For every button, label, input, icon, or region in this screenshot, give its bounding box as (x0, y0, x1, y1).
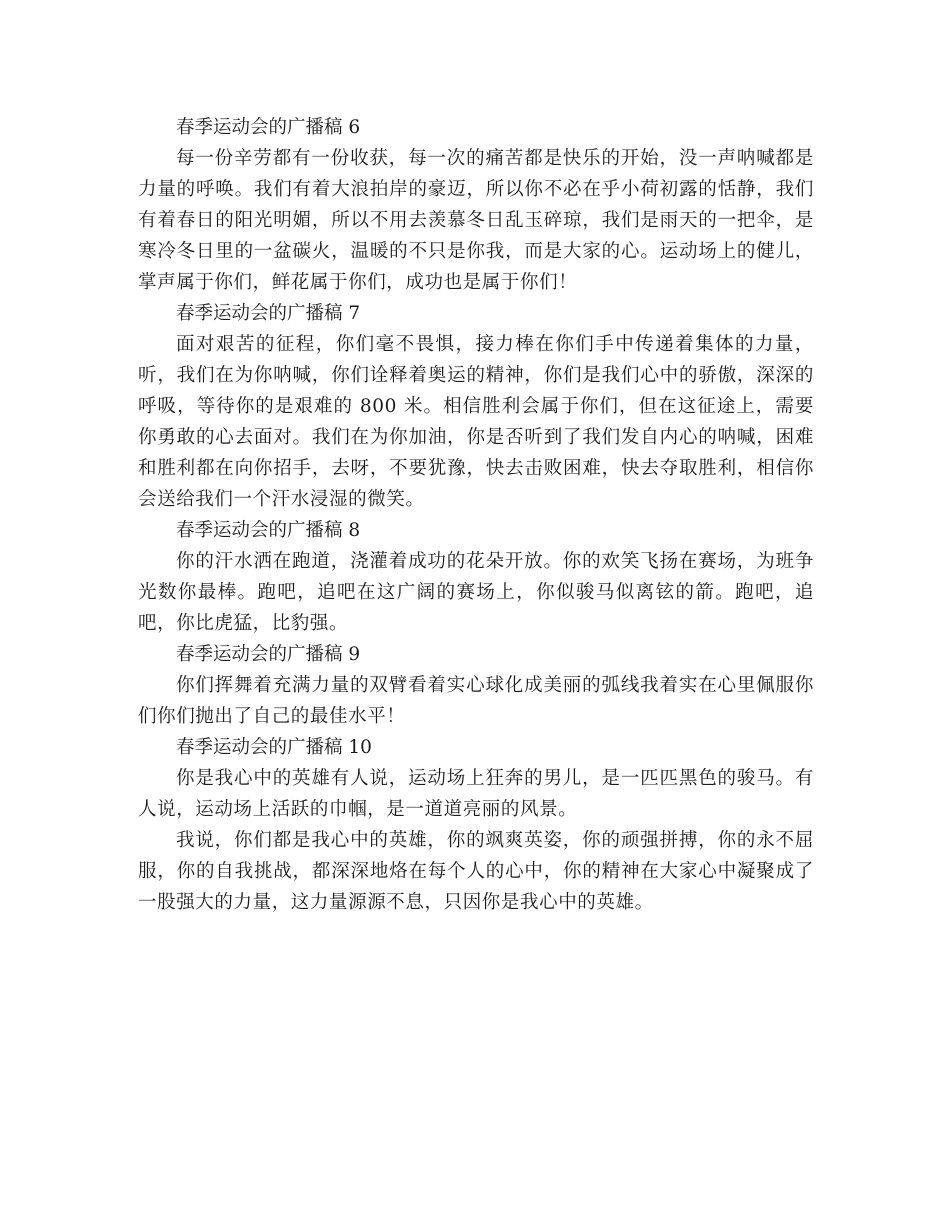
section-7 (138, 298, 814, 515)
section-6 (138, 112, 814, 298)
section-9 (138, 639, 814, 732)
document-body (138, 112, 814, 918)
section-8 (138, 515, 814, 639)
section-heading: 春季运动会的广播稿 9 (176, 644, 361, 665)
section-heading: 春季运动会的广播稿 10 (176, 737, 372, 758)
section-paragraph: 你的汗水洒在跑道，浇灌着成功的花朵开放。你的欢笑飞扬在赛场，为班争光数你最棒。跑吧，追吧在这广阔的赛场上，你似骏马似离铉的箭。跑吧，追吧，你比虎猛，比豹强。 (138, 551, 814, 634)
section-paragraph: 你们挥舞着充满力量的双臂看着实心球化成美丽的弧线我着实在心里佩服你们你们抛出了自己的最佳水平！ (138, 675, 814, 727)
section-paragraph: 每一份辛劳都有一份收获，每一次的痛苦都是快乐的开始，没一声呐喊都是力量的呼唤。我们有着大浪拍岸的豪迈，所以你不必在乎小荷初露的恬静，我们有着春日的阳光明媚，所以不用去羡慕冬日乱玉碎琼，我们是雨天的一把伞，是寒冷冬日里的一盆碳火，温暖的不只是你我，而是大家的心。运动场上的健儿，掌声属于你们，鲜花属于你们，成功也是属于你们！ (138, 148, 814, 293)
section-paragraph: 面对艰苦的征程，你们毫不畏惧，接力棒在你们手中传递着集体的力量，听，我们在为你呐喊，你们诠释着奥运的精神，你们是我们心中的骄傲，深深的呼吸，等待你的是艰难的 800 米。相信胜利会属于你们，但在这征途上，需要你勇敢的心去面对。我们在为你加油，你是否听到了我们发自内心的呐喊，困难和胜利都在向你招手，去呀，不要犹豫，快去击败困难，快去夺取胜利，相信你会送给我们一个汗水浸湿的微笑。 (138, 334, 814, 510)
section-paragraph: 我说，你们都是我心中的英雄，你的飒爽英姿，你的顽强拼搏，你的永不屈服，你的自我挑战，都深深地烙在每个人的心中，你的精神在大家心中凝聚成了一股强大的力量，这力量源源不息，只因你是我心中的英雄。 (138, 830, 814, 913)
section-heading: 春季运动会的广播稿 7 (176, 303, 361, 324)
section-paragraph: 你是我心中的英雄有人说，运动场上狂奔的男儿，是一匹匹黑色的骏马。有人说，运动场上活跃的巾帼，是一道道亮丽的风景。 (138, 768, 814, 820)
section-heading: 春季运动会的广播稿 8 (176, 520, 361, 541)
section-heading: 春季运动会的广播稿 6 (176, 117, 361, 138)
section-10 (138, 732, 814, 918)
